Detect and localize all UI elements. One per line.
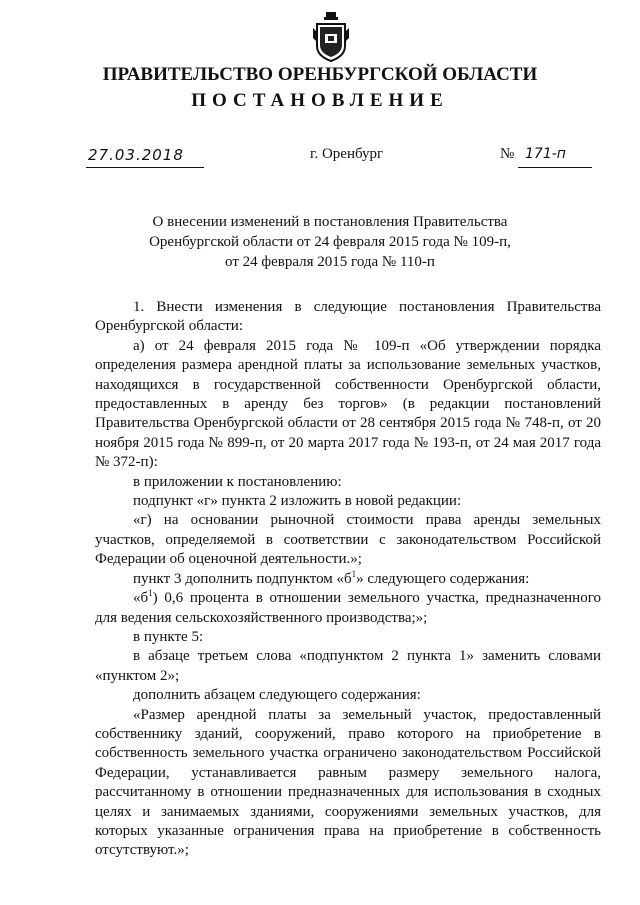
subject-line: О внесении изменений в постановления Правительства [152,214,508,230]
paragraph: а) от 24 февраля 2015 года № 109-п «Об утверждении порядка определения размера арендной платы за использование земельных участков, находящихся в государственной собственности Оренбургской области, предоставленных в аренду без торгов» (в редакции постановлений Правительства Оренбургской области от 28 сентября 2015 года № 748-п, от 20 ноября 2015 года № 899-п, от 20 марта 2017 года № 193-п, от 24 мая 2017 года № 372-п): [95,337,601,471]
paragraph: подпункт «г» пункта 2 изложить в новой редакции: [133,493,462,510]
coat-of-arms-emblem [313,12,349,62]
superscript: 1 [351,568,357,579]
paragraph: «Размер арендной платы за земельный участок, предоставленный собственнику зданий, сооружений, право которого на приобретение в собственность земельного участка ограничено законодательством Российской Федерации, устанавливается равным размеру земельного налога, рассчитанному в отношении предназначенных для использования в сходных целях и занимаемых зданиями, сооружениями земельных участков, для которых указанные ограничения права на приобретение в собственность отсутствуют.»; [95,706,601,859]
document-type-title: ПОСТАНОВЛЕНИЕ [191,90,449,111]
paragraph-text: пункт 3 дополнить подпунктом «б [133,570,352,587]
paragraph: 1. Внести изменения в следующие постановления Правительства Оренбургской области: [95,299,601,335]
date-underline [86,167,204,168]
paragraph: «г) на основании рыночной стоимости права аренды земельных участков, определяемой в соответствии с законодательством Российской Федерации об оценочной деятельности.»; [95,512,601,568]
document-city: г. Оренбург [310,146,384,162]
superscript: 1 [148,588,153,599]
organization-title: ПРАВИТЕЛЬСТВО ОРЕНБУРГСКОЙ ОБЛАСТИ [102,64,538,85]
document-body [95,298,601,861]
document-subject [120,212,540,272]
paragraph: в абзаце третьем слова «подпунктом 2 пункта 1» заменить словами «пунктом 2»; [95,648,601,684]
number-underline [518,167,592,168]
paragraph-text: ) 0,6 процента в отношении земельного участка, предназначенного для ведения сельскохозяйственного производства;»; [95,590,601,626]
subject-line: Оренбургской области от 24 февраля 2015 года № 109-п, [149,234,511,250]
subject-line: от 24 февраля 2015 года № 110-п [225,254,435,270]
document-date: 27.03.2018 [88,146,184,164]
paragraph-text: «б [133,590,149,607]
document-number: 171-п [525,146,566,162]
paragraph: в приложении к постановлению: [133,473,342,490]
number-label: № [500,146,515,162]
paragraph [95,570,601,589]
paragraph: дополнить абзацем следующего содержания: [133,687,421,704]
paragraph: в пункте 5: [133,628,204,645]
paragraph [95,589,601,628]
paragraph-text: » следующего содержания: [356,570,530,587]
